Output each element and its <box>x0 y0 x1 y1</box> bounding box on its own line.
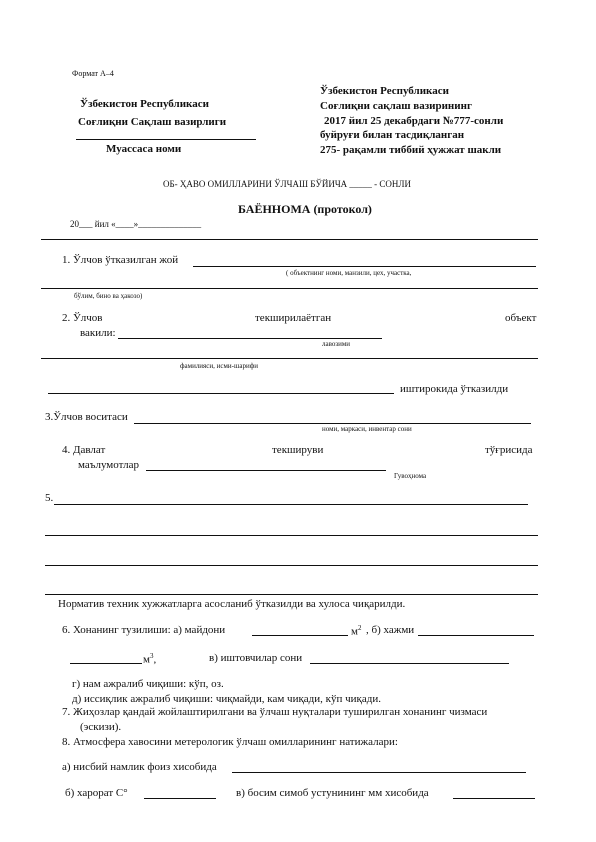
item-2-name-line <box>41 358 538 359</box>
item-5-line-4 <box>45 594 538 595</box>
item-2-line-2: вакили: <box>80 327 116 339</box>
conclusion-text: Норматив техник хужжатларга асосланиб ўтказилди ва хулоса чиқарилди. <box>58 598 406 610</box>
item-2-word-3: объект <box>505 312 537 324</box>
approval-line-5: 275- рақамли тиббий ҳужжат шакли <box>320 144 502 156</box>
item-8-humidity-line <box>232 772 526 773</box>
item-8-temperature-line <box>144 798 216 799</box>
item-5-label: 5. <box>45 492 54 504</box>
item-2-participation: иштирокида ўтказилди <box>400 383 509 395</box>
item-6-workers-label: в) иштовчилар сони <box>209 652 303 664</box>
item-2-representative-line <box>118 338 382 339</box>
item-4-word-3: тўғрисида <box>485 444 533 456</box>
item-8-label: 8. Атмосфера хавосини метерологик ўлчаш омилларининг натижалари: <box>62 736 398 748</box>
item-6-area-line <box>252 635 348 636</box>
item-5-line-2 <box>45 535 538 536</box>
item-8-pressure-line <box>453 798 535 799</box>
item-6-volume-line <box>418 635 534 636</box>
item-8-humidity-label: а) нисбий намлик фоиз хисобида <box>62 761 217 773</box>
approval-line-1: Ўзбекистон Республикаси <box>320 85 449 97</box>
ministry-name: Соғлиқни Сақлаш вазирлиги <box>78 116 227 128</box>
item-6-volume-line-2 <box>70 663 142 664</box>
item-6-volume-label: , б) хажми <box>366 624 415 636</box>
institution-caption: Муассаса номи <box>106 143 182 155</box>
document-subtitle: ОБ- ҲАВО ОМИЛЛАРИНИ ЎЛЧАШ БЎЙИЧА _____ - СОНЛИ <box>163 179 412 189</box>
item-6-m3: $м^3$, <box>143 652 157 666</box>
item-1-continuation-line <box>41 288 538 289</box>
approval-line-3: 2017 йил 25 декабрдаги №777-сонли <box>324 115 504 127</box>
item-7-line-2: (эскизи). <box>80 721 122 733</box>
item-8-temperature-label: б) харорат С° <box>65 787 128 799</box>
item-3-hint: номи, маркаси, инвентар сони <box>322 425 412 433</box>
item-5-line-1 <box>54 504 528 505</box>
item-7-line-1: 7. Жиҳозлар қандай жойлаштирилгани ва ўлчаш нуқталари туширилган хонанинг чизмаси <box>62 706 488 718</box>
item-5-line-3 <box>45 565 538 566</box>
item-6-moisture: г) нам ажралиб чиқиши: кўп, оз. <box>72 678 224 690</box>
item-1-hint-2: бўлим, бино ва ҳакозо) <box>74 292 143 300</box>
item-4-fill-line <box>146 470 386 471</box>
document-title: БАЁННОМА (протокол) <box>238 202 372 216</box>
item-8-pressure-label: в) босим симоб устунининг мм хисобида <box>236 787 429 799</box>
item-1-fill-line <box>193 266 536 267</box>
item-2-hint-name: фамилияси, исми-шарифи <box>180 362 259 370</box>
item-1-hint: ( объектнинг номи, манзили, цех, участка, <box>286 269 412 277</box>
item-2-word-1: 2. Ўлчов <box>62 312 103 324</box>
item-2-participants-line <box>48 393 394 394</box>
institution-name-line <box>76 139 256 140</box>
item-6-workers-line <box>310 663 509 664</box>
item-6-label: 6. Хонанинг тузилиши: а) майдони <box>62 624 226 636</box>
date-line: 20___ йил «____»______________ <box>70 219 202 229</box>
approval-line-4: буйруғи билан тасдиқланган <box>320 129 465 141</box>
item-2-hint-position: лавозими <box>322 340 351 348</box>
item-4-word-2: текшируви <box>272 444 324 456</box>
separator-line <box>41 239 538 240</box>
item-6-heat: д) иссиқлик ажралиб чиқиши: чиқмайди, кам чиқади, кўп чиқади. <box>72 693 382 705</box>
approval-line-2: Соғлиқни сақлаш вазирининг <box>320 100 472 112</box>
item-1-label: 1. Ўлчов ўтказилган жой <box>62 254 179 266</box>
item-6-m2: $м^2$ <box>351 624 362 638</box>
item-4-word-1: 4. Давлат <box>62 444 106 456</box>
format-label: Формат А–4 <box>72 69 114 78</box>
item-4-hint: Гувоҳнома <box>394 472 427 480</box>
item-3-fill-line <box>134 423 531 424</box>
item-3-label: 3.Ўлчов воситаси <box>45 411 128 423</box>
ministry-country: Ўзбекистон Республикаси <box>80 98 209 110</box>
item-2-word-2: текширилаётган <box>255 312 332 324</box>
item-4-line-2: маълумотлар <box>78 459 140 471</box>
